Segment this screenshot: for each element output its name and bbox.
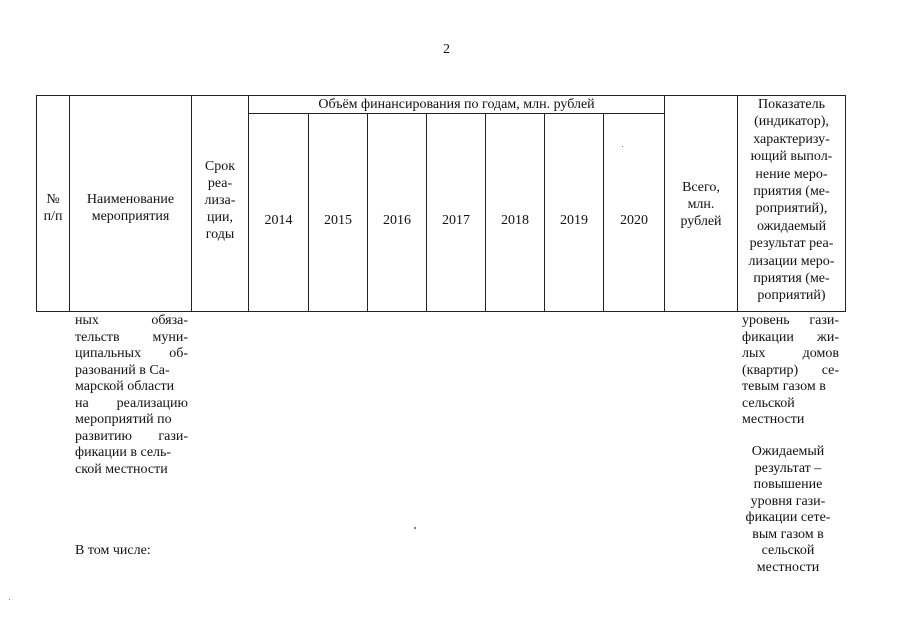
header-year-2015: 2015: [324, 213, 352, 228]
text-line: ской местности: [75, 461, 168, 477]
text-line: мероприятий по: [75, 412, 172, 427]
scan-speck: [414, 527, 416, 529]
header-year-2019: 2019: [560, 213, 588, 228]
text-line: уровень гази-: [742, 313, 839, 328]
expected-result: [738, 444, 838, 576]
header-activity-name: Наименование мероприятия: [86, 191, 175, 224]
text-line: уровня гази-: [750, 493, 826, 509]
header-term: Срок реа- лиза- ции, годы: [204, 159, 236, 242]
text-line: на реализацию: [75, 395, 188, 411]
text-line: фикации жи-: [742, 329, 839, 345]
header-year-2020: 2020: [620, 213, 648, 228]
table-border-right: [845, 95, 846, 312]
header-number: № п/п: [43, 191, 63, 224]
header-year-2018: 2018: [501, 213, 529, 228]
text-line: результат –: [754, 460, 822, 476]
text-line: тевым газом в: [742, 379, 826, 394]
text-line: ципальных об-: [75, 346, 188, 361]
text-line: развитию гази-: [75, 428, 188, 444]
header-year-2017: 2017: [442, 213, 470, 228]
header-financing-title: Объём финансирования по годам, млн. рублей: [318, 97, 595, 112]
header-total: Всего, млн. рублей: [680, 180, 722, 229]
text-line: местности: [756, 559, 820, 575]
text-line: марской области: [75, 379, 175, 394]
text-line: тельств муни-: [75, 329, 188, 345]
text-line: местности: [742, 412, 805, 427]
header-year-2014: 2014: [264, 213, 293, 228]
text-line: ных обяза-: [75, 313, 188, 328]
scan-speck: [9, 599, 10, 600]
table-border-bottom: [36, 311, 846, 312]
indicator-description: [742, 313, 839, 429]
activity-description: [75, 313, 188, 478]
text-line: фикации сете-: [745, 510, 831, 525]
text-line: фикации в сель-: [75, 445, 172, 460]
text-line: сельской: [742, 395, 795, 411]
table-header: [36, 95, 846, 312]
in-that-number-label: В том числе:: [75, 543, 151, 558]
text-line: лых домов: [742, 346, 839, 361]
text-line: Ожидаемый: [751, 444, 825, 459]
page-number: 2: [443, 42, 450, 57]
scan-speck: [622, 146, 623, 147]
text-line: (квартир) се-: [742, 362, 839, 378]
text-line: вым газом в: [752, 526, 824, 542]
text-line: сельской: [761, 543, 815, 558]
text-line: повышение: [753, 477, 823, 492]
header-year-2016: 2016: [383, 213, 411, 228]
text-line: разований в Са-: [75, 362, 170, 378]
header-indicator: Показатель (индикатор), характеризу- ющий выпол- нение меро- приятия (ме- роприятий), ожидаемый результат реа- лизации меро- приятия (ме- роприятий): [748, 97, 835, 304]
